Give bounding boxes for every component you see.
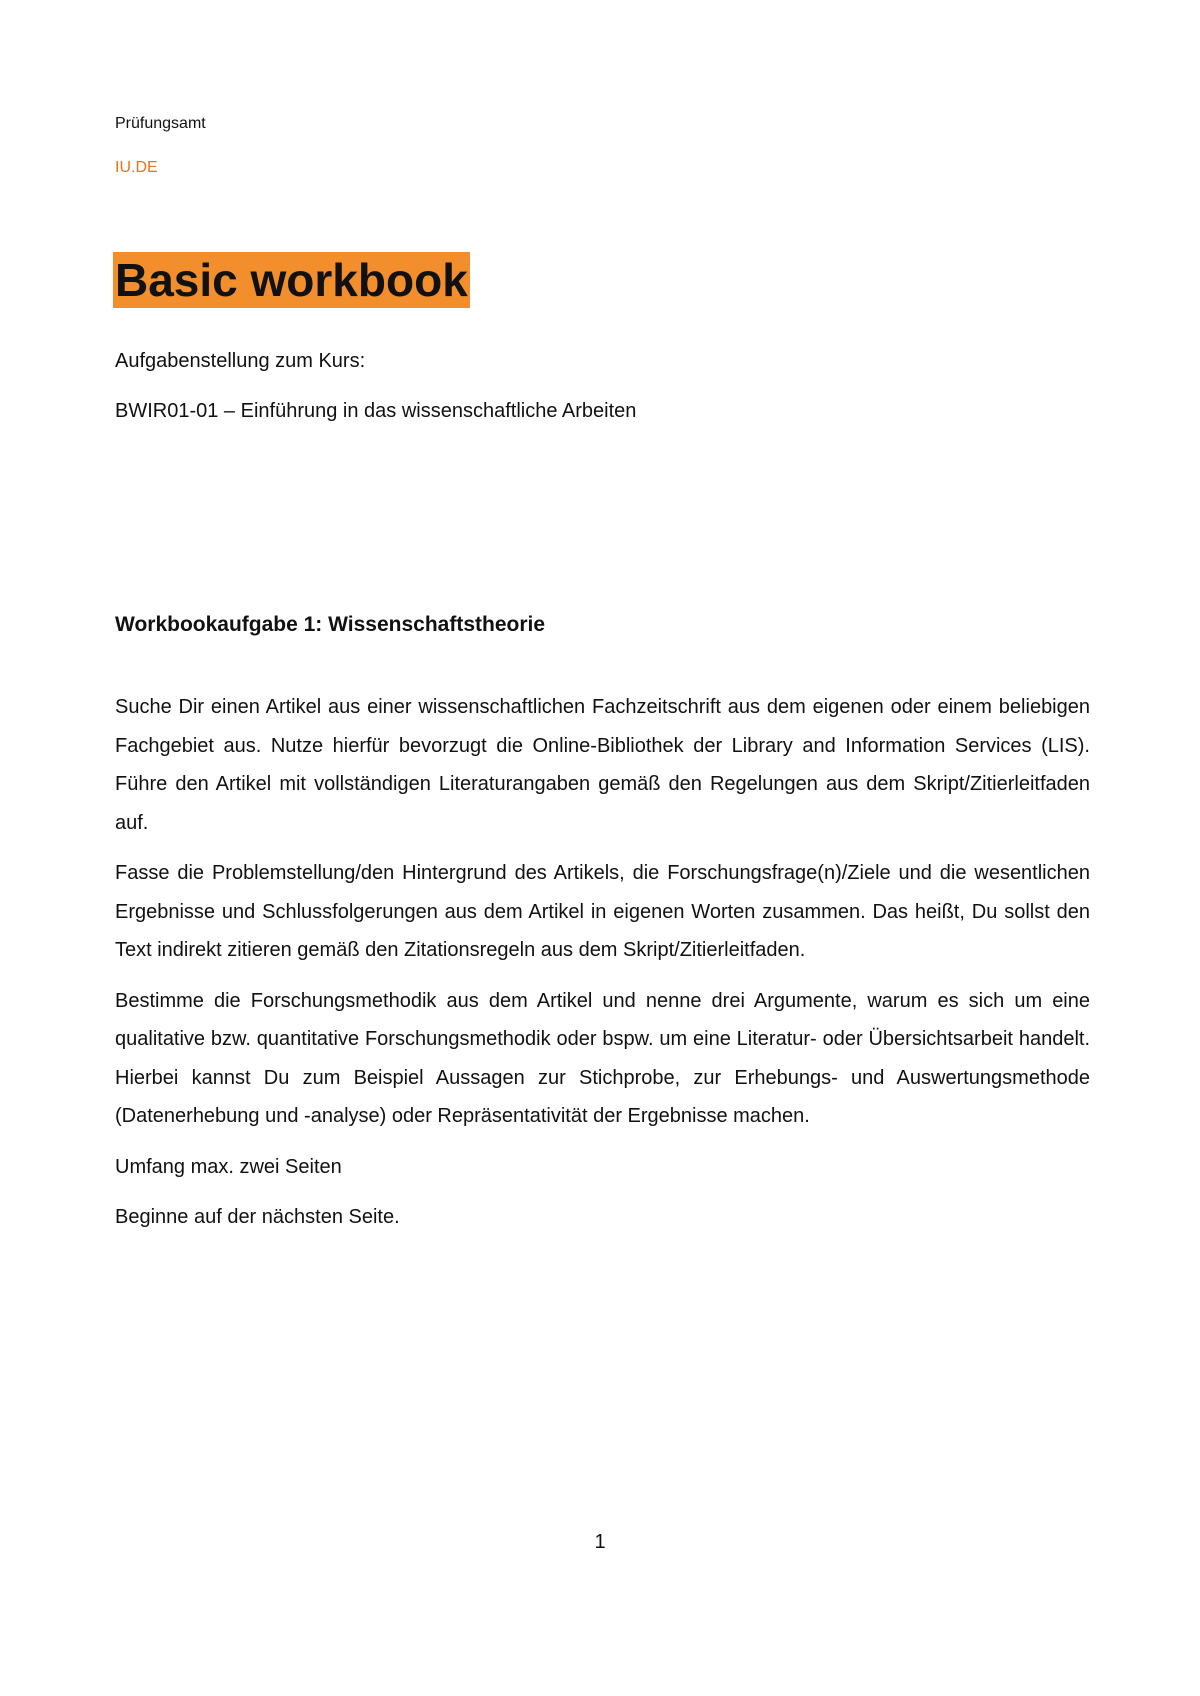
course-label: Aufgabenstellung zum Kurs: (115, 350, 366, 372)
paragraph-start-next-page: Beginne auf der nächsten Seite. (115, 1206, 400, 1228)
paragraph-length: Umfang max. zwei Seiten (115, 1155, 342, 1178)
task-heading: Workbookaufgabe 1: Wissenschaftstheorie (115, 613, 546, 636)
course-name: BWIR01-01 – Einführung in das wissenschaftliche Arbeiten (115, 400, 637, 422)
document-title: Basic workbook (115, 254, 468, 306)
header-organization: Prüfungsamt (115, 115, 206, 132)
task-description (115, 688, 1090, 1249)
paragraph-methodology: Bestimme die Forschungsmethodik aus dem Artikel und nenne drei Argumente, warum es sich um eine qualitative bzw. quantitative Forschungsmethodik oder bspw. um eine Literatur- oder Übersichtsarbeit handelt. Hierbei kannst Du zum Beispiel Aussagen zur Stichprobe, zur Erhebungs- und Auswertungsmethode (Datenerhebung und -analyse) oder Repräsentativität der Ergebnisse machen. (115, 989, 1090, 1127)
page-number: 1 (594, 1531, 606, 1553)
paragraph-summary: Fasse die Problemstellung/den Hintergrund des Artikels, die Forschungsfrage(n)/Ziele und die wesentlichen Ergebnisse und Schlussfolgerungen aus dem Artikel in eigenen Worten zusammen. Das heißt, Du sollst den Text indirekt zitieren gemäß den Zitationsregeln aus dem Skript/Zitierleitfaden. (115, 862, 1090, 961)
paragraph-article-selection: Suche Dir einen Artikel aus einer wissenschaftlichen Fachzeitschrift aus dem eigenen oder einem beliebigen Fachgebiet aus. Nutze hierfür bevorzugt die Online-Bibliothek der Library and Information Services (LIS). Führe den Artikel mit vollständigen Literaturangaben gemäß den Regelungen aus dem Skript/Zitierleitfaden auf. (115, 696, 1090, 834)
header-site: IU.DE (115, 159, 158, 176)
